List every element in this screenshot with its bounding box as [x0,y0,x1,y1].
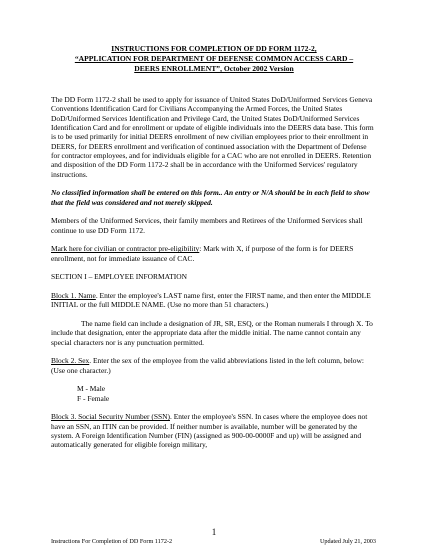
block-3-label: Block 3. Social Security Number (SSN) [51,412,170,422]
block-3-text: . Enter the employee's SSN. In cases where the employee does not have an SSN, an ITIN can be provided. If neither number is available, number will be generated by the system. A Foreign Identification Number (FIN) (assigned as 900-00-0000F and up) will be assigned and automatically generated for eligible foreign military, [51,412,368,450]
document-title [40,44,388,74]
pre-eligibility-text: : Mark with X, if purpose of the form is for DEERS enrollment, not for immediate issuance of CAC. [51,244,354,263]
title-line-2: “APPLICATION FOR DEPARTMENT OF DEFENSE COMMON ACCESS CARD – [74,54,354,63]
block-1-paragraph [51,291,376,310]
footer-right: Updated July 21, 2003 [319,538,376,545]
page-footer [51,538,376,545]
intro-paragraph: The DD Form 1172-2 shall be used to apply for issuance of United States DoD/Uniformed Services Geneva Conventions Identification Card for Civilians Accompanying the Armed Forces, the United States DoD/Uniformed Services Identification and Privilege Card, the United States DoD/Uniformed Services Identification Card and for enrollment or update of eligible individuals into the DEERS data base. This form is to be used primarily for initial DEERS enrollment of new civilian employees prior to their enrollment in DEERS, for DEERS enrollment and verification of continued association with the Department of Defense for contractor employees, and for individuals eligible for a CAC who are not enrolled in DEERS. Retention and disposition of the DD Form 1172-2 shall be in accordance with the Uniformed Services' regulatory instructions. [51,95,374,179]
footer-left: Instructions For Completion of DD Form 1172-2 [51,538,173,545]
title-line-3: DEERS ENROLLMENT”, October 2002 Version [134,64,294,73]
block-2-text: . Enter the sex of the employee from the valid abbreviations listed in the left column, below: (Use one character.) [51,356,364,375]
sex-option-male: M - Male [77,384,106,394]
sex-options-list [51,384,376,403]
block-2-label: Block 2. Sex [51,356,90,366]
block-2-paragraph [51,356,376,375]
name-designation-paragraph: The name field can include a designation of JR, SR, ESQ, or the Roman numerals I through X. To include that designation, enter the appropriate data after the middle initial. The name cannot contain any special characters nor is any punctuation permitted. [51,318,373,347]
sex-option-female: F - Female [77,393,110,403]
pre-eligibility-label: Mark here for civilian or contractor pre-eligibility [51,244,200,254]
page-number: 1 [211,527,217,537]
document-body [51,95,376,459]
block-1-text: . Enter the employee's LAST name first, enter the FIRST name, and then enter the MIDDLE INITIAL or the full MIDDLE NAME. (Use no more than 51 characters.) [51,290,371,310]
section-1-heading: SECTION I – EMPLOYEE INFORMATION [51,272,187,282]
pre-eligibility-paragraph [51,244,376,263]
classified-warning: No classified information shall be entered on this form.. An entry or N/A should be in each field to show that the field was considered and not merely skipped. [51,188,370,207]
block-3-paragraph [51,412,376,449]
uniformed-services-paragraph: Members of the Uniformed Services, their family members and Retirees of the Uniformed Services shall continue to use DD Form 1172. [51,216,363,235]
block-1-label: Block 1. Name [51,290,96,300]
title-line-1: INSTRUCTIONS FOR COMPLETION OF DD FORM 1172-2, [111,44,317,53]
